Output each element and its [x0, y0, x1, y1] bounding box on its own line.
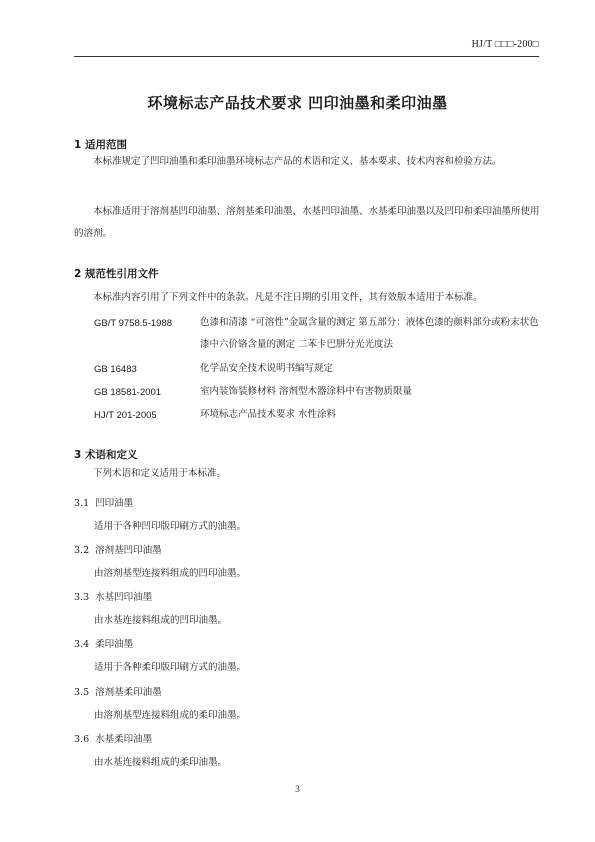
section-2-heading: 2 规范性引用文件 [74, 268, 159, 280]
term-definition: 由水基连接料组成的柔印油墨。 [94, 757, 228, 768]
header-divider [74, 56, 539, 57]
term-definition: 由水基连接料组成的凹印油墨。 [94, 615, 228, 626]
page-number: 3 [295, 784, 300, 794]
reference-title: 色漆和清漆 “可溶性”金属含量的测定 第五部分：液体色漆的颜料部分或粉末状色漆中六价铬含量的测定 二苯卡巴肼分光光度法 [200, 317, 539, 350]
term-number: 3.3 [74, 592, 90, 603]
term-number: 3.4 [74, 639, 90, 650]
document-title: 环境标志产品技术要求 凹印油墨和柔印油墨 [147, 94, 448, 112]
term-heading [74, 495, 133, 509]
reference-title: 化学品安全技术说明书编写规定 [200, 363, 334, 374]
term-heading [74, 542, 162, 556]
term-number: 3.6 [74, 734, 90, 745]
reference-code: GB/T 9758.5-1988 [94, 318, 172, 329]
term-heading [74, 636, 133, 650]
term-name: 柔印油墨 [95, 639, 134, 650]
term-definition: 由溶剂基型连接料组成的柔印油墨。 [94, 710, 247, 721]
term-definition: 适用于各种凹印版印刷方式的油墨。 [94, 521, 247, 532]
term-number: 3.2 [74, 545, 90, 556]
term-definition: 适用于各种柔印版印刷方式的油墨。 [94, 662, 247, 673]
term-number: 3.1 [74, 498, 90, 509]
term-name: 溶剂基柔印油墨 [95, 687, 162, 698]
section-1-heading: 1 适用范围 [74, 139, 127, 151]
term-name: 溶剂基凹印油墨 [95, 545, 162, 556]
term-name: 水基柔印油墨 [95, 734, 153, 745]
term-name: 水基凹印油墨 [95, 592, 153, 603]
term-heading [74, 731, 152, 745]
term-heading [74, 589, 152, 603]
section-1-paragraph-2: 本标准适用于溶剂基凹印油墨、溶剂基柔印油墨、水基凹印油墨、水基柔印油墨以及凹印和柔印油墨所使用的溶剂。 [74, 206, 540, 239]
reference-title: 室内装饰装修材料 溶剂型木器涂料中有害物质限量 [200, 386, 413, 397]
term-heading [74, 684, 162, 698]
term-number: 3.5 [74, 687, 90, 698]
term-definition: 由溶剂基型连接料组成的凹印油墨。 [94, 568, 247, 579]
standard-code: HJ/T □□□-200□ [471, 39, 539, 50]
reference-code: GB 16483 [94, 364, 137, 375]
reference-code: GB 18581-2001 [94, 387, 162, 398]
reference-code: HJ/T 201-2005 [94, 410, 157, 421]
reference-title: 环境标志产品技术要求 水性涂料 [200, 409, 337, 420]
section-3-heading: 3 术语和定义 [74, 449, 138, 461]
section-1-paragraph-1: 本标准规定了凹印油墨和柔印油墨环境标志产品的术语和定义、基本要求、技术内容和检验方法。 [93, 156, 502, 167]
section-2-intro: 本标准内容引用了下列文件中的条款。凡是不注日期的引用文件，其有效版本适用于本标准。 [93, 292, 483, 303]
term-name: 凹印油墨 [95, 498, 134, 509]
section-3-intro: 下列术语和定义适用于本标准。 [93, 468, 227, 479]
